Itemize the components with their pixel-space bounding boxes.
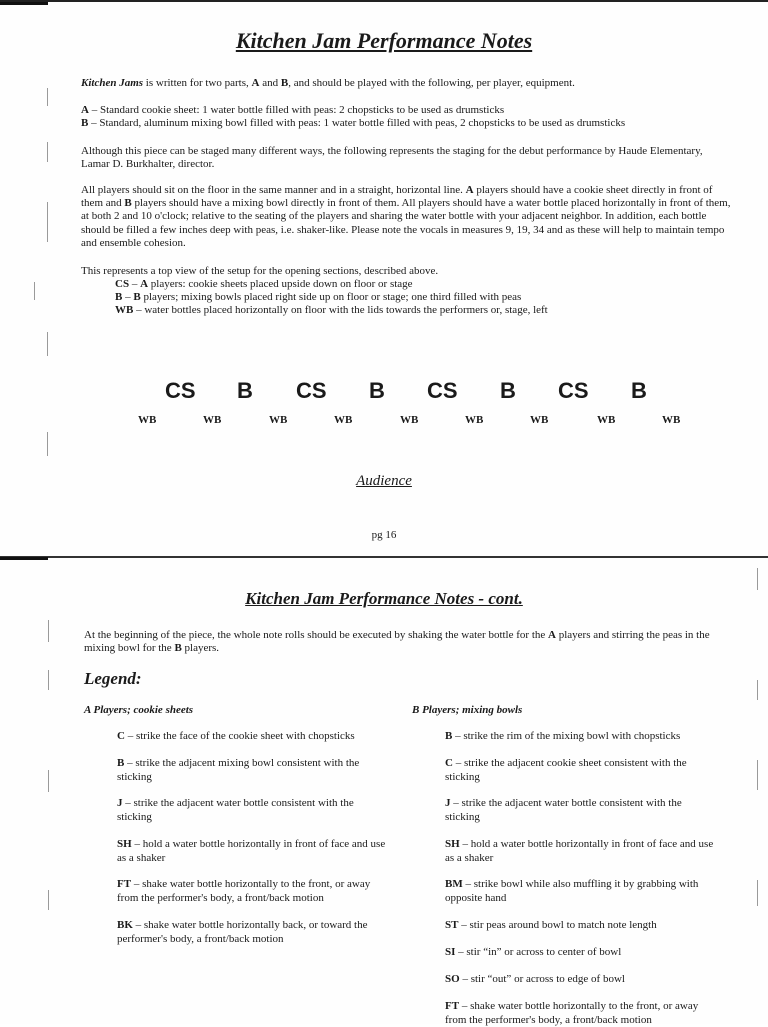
stage-water-bottle: WB [530, 414, 549, 426]
top-view-cs: CS – A players: cookie sheets placed upside down on floor or stage [115, 278, 413, 290]
legend-item: B – strike the rim of the mixing bowl with chopsticks [445, 730, 681, 742]
scan-mark [47, 142, 48, 162]
stage-water-bottle: WB [597, 414, 616, 426]
scan-mark [48, 620, 49, 642]
page-divider [0, 556, 768, 558]
stage-cookie-sheet: CS [296, 378, 327, 403]
staging-paragraph: Although this piece can be staged many different ways, the following represents the staging for the debut performance by Haude Elementary, Lamar D. Burkhalter, director. [81, 145, 703, 171]
scan-mark [757, 680, 758, 700]
piece-name: Kitchen Jams [81, 77, 144, 89]
scan-mark [757, 760, 758, 790]
stage-cookie-sheet: CS [427, 378, 458, 403]
legend-col-b-heading: B Players; mixing bowls [412, 704, 523, 716]
equipment-a: A – Standard cookie sheet: 1 water bottle filled with peas: 2 chopsticks to be used as drumsticks [81, 104, 505, 116]
legend-item: B – strike the adjacent mixing bowl consistent with the sticking [117, 757, 360, 783]
legend-item: J – strike the adjacent water bottle consistent with the sticking [117, 797, 354, 823]
stage-cookie-sheet: CS [558, 378, 589, 403]
scan-mark [48, 890, 49, 910]
scan-mark [48, 770, 49, 792]
legend-item: C – strike the adjacent cookie sheet consistent with the sticking [445, 757, 687, 783]
equipment-b: B – Standard, aluminum mixing bowl filled with peas: 1 water bottle filled with peas, 2 chopsticks to be used as drumsticks [81, 117, 626, 129]
stage-water-bottle: WB [334, 414, 353, 426]
scan-mark [47, 88, 48, 106]
legend-item: SH – hold a water bottle horizontally in front of face and use as a shaker [117, 838, 386, 864]
seating-paragraph: All players should sit on the floor in the same manner and in a straight, horizontal line. A players should have a cookie sheet directly in front of them and B players should have a mixing bowl directly in front of them. All players should have a water bottle placed horizontally in front of them, at both 2 and 10 o'clock; relative to the seating of the players and sharing the water bottle with your adjacent neighbor. In addition, each bottle should be filled a few inches deep with peas, i.e. shaker-like. Please note the vocals in measures 9, 19, 34 and as these will help to maintain tempo and ensemble cohesion. [81, 184, 731, 249]
top-view-wb: WB – water bottles placed horizontally on floor with the lids towards the performers or, stage, left [115, 304, 548, 316]
legend-item: BK – shake water bottle horizontally back, or toward the performer's body, a front/back motion [117, 919, 368, 945]
page-title: Kitchen Jam Performance Notes - cont. [245, 589, 523, 608]
scan-mark [47, 432, 48, 456]
legend-item: FT – shake water bottle horizontally to the front, or away from the performer's body, a front/back motion [117, 878, 371, 904]
legend-item: C – strike the face of the cookie sheet with chopsticks [117, 730, 355, 742]
legend-item: J – strike the adjacent water bottle consistent with the sticking [445, 797, 682, 823]
legend-heading: Legend: [84, 669, 142, 688]
legend-item: BM – strike bowl while also muffling it by grabbing with opposite hand [445, 878, 699, 904]
legend-col-a-heading: A Players; cookie sheets [84, 704, 194, 716]
stage-mixing-bowl: B [369, 378, 385, 403]
page-17 [0, 560, 768, 1024]
scan-mark [47, 332, 48, 356]
scan-mark [47, 202, 48, 242]
page-title: Kitchen Jam Performance Notes [235, 28, 533, 53]
intro-paragraph: Kitchen Jams is written for two parts, A and B, and should be played with the following, per player, equipment. [81, 77, 575, 89]
audience-label: Audience [356, 473, 412, 489]
opening-instructions: At the beginning of the piece, the whole note rolls should be executed by shaking the water bottle for the A players and stirring the peas in the mixing bowl for the B players. [84, 629, 710, 655]
scan-mark [48, 670, 49, 690]
top-view-b: B – B players; mixing bowls placed right side up on floor or stage; one third filled with peas [115, 291, 522, 303]
scan-mark [757, 880, 758, 906]
legend-item: SI – stir “in” or across to center of bowl [445, 946, 622, 958]
stage-cookie-sheet: CS [165, 378, 196, 403]
stage-water-bottle: WB [465, 414, 484, 426]
page-edge-mark [0, 2, 48, 5]
stage-water-bottle: WB [269, 414, 288, 426]
scan-mark [34, 282, 35, 300]
stage-mixing-bowl: B [631, 378, 647, 403]
legend-item: SH – hold a water bottle horizontally in front of face and use as a shaker [445, 838, 714, 864]
stage-water-bottle: WB [662, 414, 681, 426]
stage-mixing-bowl: B [500, 378, 516, 403]
top-view-intro: This represents a top view of the setup for the opening sections, described above. [81, 265, 439, 277]
scan-mark [757, 568, 758, 590]
stage-mixing-bowl: B [237, 378, 253, 403]
stage-water-bottle: WB [138, 414, 157, 426]
page-number: pg 16 [371, 529, 397, 541]
legend-item: SO – stir “out” or across to edge of bowl [445, 973, 625, 985]
legend-item: ST – stir peas around bowl to match note length [445, 919, 657, 931]
stage-water-bottle: WB [400, 414, 419, 426]
stage-water-bottle: WB [203, 414, 222, 426]
legend-item: FT – shake water bottle horizontally to the front, or away from the performer's body, a front/back motion [445, 1000, 699, 1026]
